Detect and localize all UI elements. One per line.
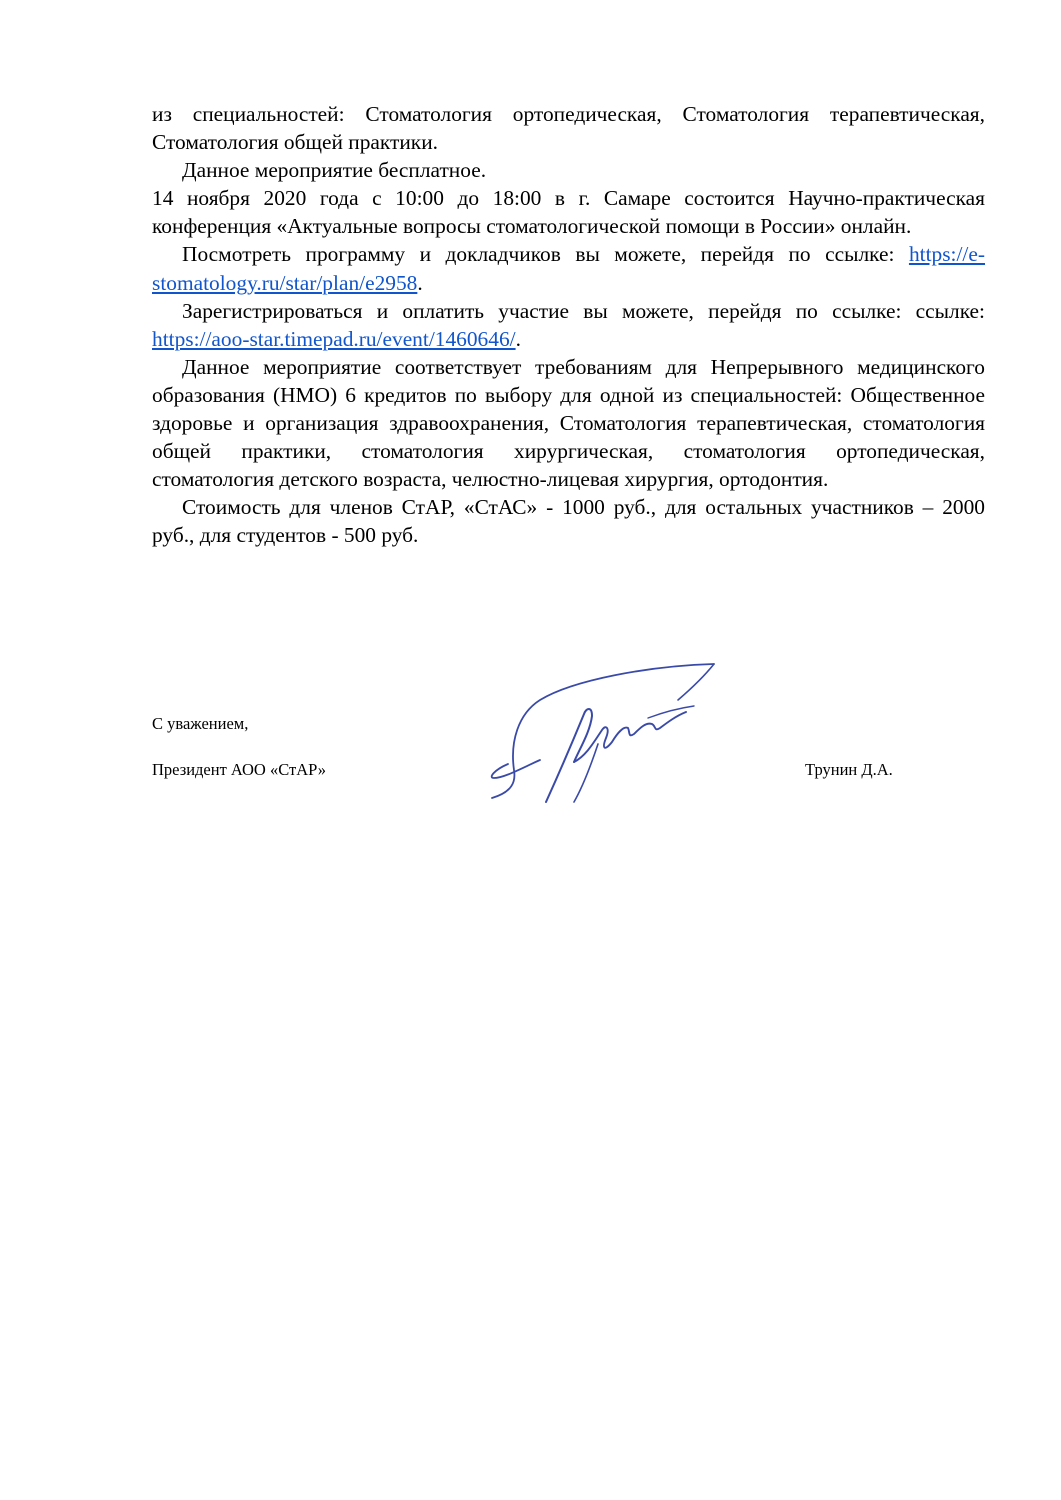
registration-link[interactable]: https://aoo-star.timepad.ru/event/1460646/ <box>152 326 516 351</box>
paragraph-conference-announcement: 14 ноября 2020 года с 10:00 до 18:00 в г. Самаре состоится Научно-практическая конференция «Актуальные вопросы стоматологической помощи в России» онлайн. <box>152 186 985 239</box>
paragraph-registration <box>152 297 985 353</box>
registration-text: Зарегистрироваться и оплатить участие вы можете, перейдя по ссылке: ссылке: <box>182 298 985 323</box>
paragraph-specialties: из специальностей: Стоматология ортопедическая, Стоматология терапевтическая, Стоматология общей практики. <box>152 102 985 155</box>
program-suffix: . <box>417 270 423 295</box>
handwritten-signature <box>478 652 728 807</box>
paragraph-cost: Стоимость для членов СтАР, «СтАС» - 1000 руб., для остальных участников – 2000 руб., для студентов - 500 руб. <box>152 495 985 548</box>
program-link[interactable]: https://e-stomatology.ru/star/plan/e2958 <box>152 242 985 295</box>
signer-position: Президент АОО «СтАР» <box>152 760 326 779</box>
paragraph-nmo-credits: Данное мероприятие соответствует требованиям для Непрерывного медицинского образования (НМО) 6 кредитов по выбору для одной из специальностей: Общественное здоровье и организация здравоохранения, Стоматология терапевтическая, стоматология общей практики, стоматология хирургическая, стоматология ортопедическая, стоматология детского возраста, челюстно-лицевая хирургия, ортодонтия. <box>152 354 985 492</box>
registration-suffix: . <box>515 326 521 351</box>
paragraph-program <box>152 240 985 296</box>
paragraph-free-event: Данное мероприятие бесплатное. <box>182 158 487 183</box>
letter-body <box>152 100 985 550</box>
program-text: Посмотреть программу и докладчиков вы можете, перейдя по ссылке: <box>182 242 909 267</box>
signer-name: Трунин Д.А. <box>805 760 893 779</box>
closing-regards: С уважением, <box>152 714 249 733</box>
